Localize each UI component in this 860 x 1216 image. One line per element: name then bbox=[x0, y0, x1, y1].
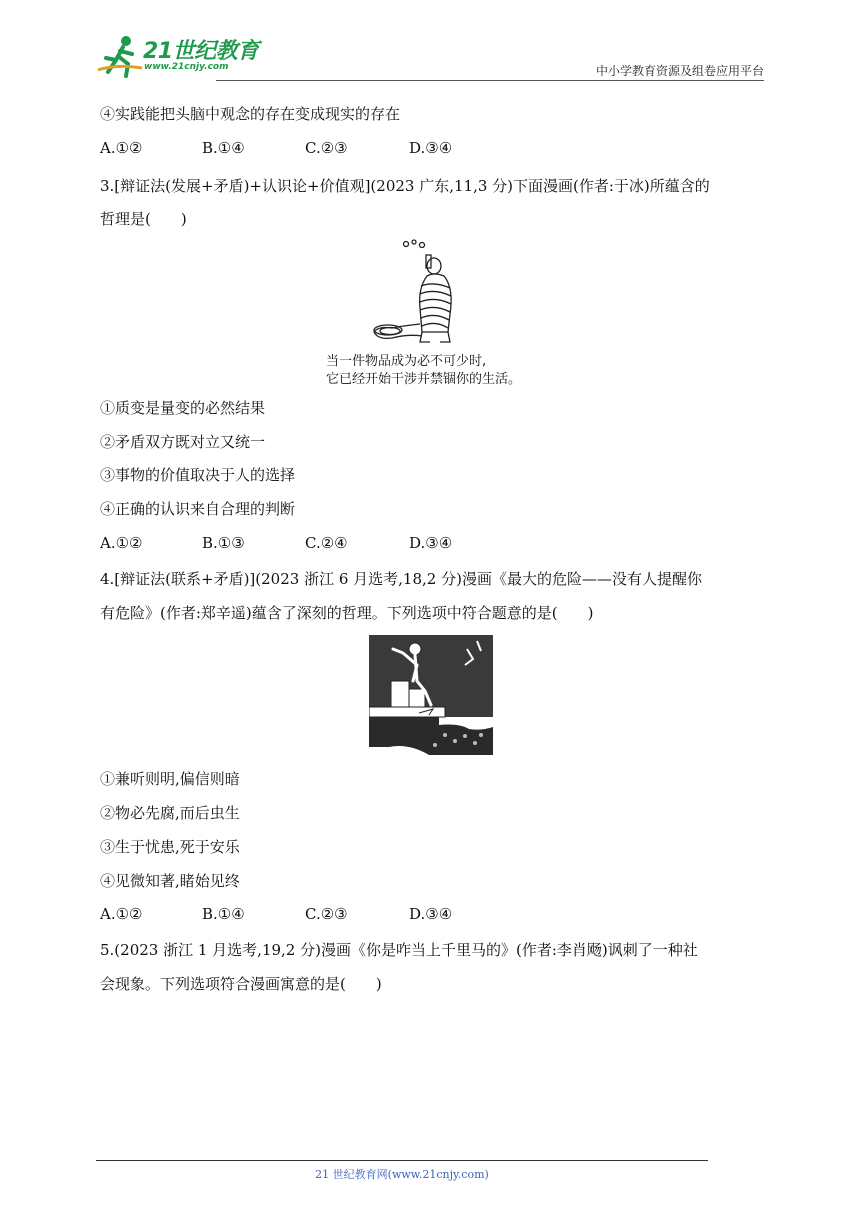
logo-text: 21世纪教育 bbox=[143, 39, 259, 64]
page-header bbox=[96, 34, 764, 84]
q2-option-a: A.①② bbox=[100, 139, 143, 157]
q2-item-4: ④实践能把头脑中观念的存在变成现实的存在 bbox=[100, 105, 401, 123]
q3-stem-line-1: 3.[辩证法(发展+矛盾)+认识论+价值观](2023 广东,11,3 分)下面漫画(作者:于冰)所蕴含的 bbox=[100, 177, 710, 195]
q3-option-d: D.③④ bbox=[409, 534, 453, 552]
q3-option-c: C.②④ bbox=[305, 534, 348, 552]
cartoon-man-on-cliff-image bbox=[369, 635, 493, 755]
q4-stem-line-1: 4.[辩证法(联系+矛盾)](2023 浙江 6 月选考,18,2 分)漫画《最大的危险——没有人提醒你 bbox=[100, 570, 702, 588]
q4-item-4: ④见微知著,睹始见终 bbox=[100, 872, 240, 890]
q4-option-c: C.②③ bbox=[305, 905, 348, 923]
q4-item-2: ②物必先腐,而后虫生 bbox=[100, 804, 240, 822]
q2-option-d: D.③④ bbox=[409, 139, 453, 157]
q3-item-4: ④正确的认识来自合理的判断 bbox=[100, 500, 296, 518]
footer-link[interactable]: 21 世纪教育网(www.21cnjy.com) bbox=[315, 1168, 489, 1181]
q3-option-b: B.①③ bbox=[202, 534, 245, 552]
q4-item-3: ③生于忧患,死于安乐 bbox=[100, 838, 240, 856]
logo-url: www.21cnjy.com bbox=[144, 62, 229, 72]
q3-stem-line-2: 哲理是( ) bbox=[100, 210, 187, 228]
q3-option-a: A.①② bbox=[100, 534, 143, 552]
q3-cartoon-caption-line-1: 当一件物品成为必不可少时, bbox=[326, 354, 487, 369]
q5-stem-line-2: 会现象。下列选项符合漫画寓意的是( ) bbox=[100, 975, 382, 993]
q3-cartoon bbox=[322, 236, 542, 386]
header-platform-name: 中小学教育资源及组卷应用平台 bbox=[595, 64, 764, 78]
q4-cartoon bbox=[369, 635, 493, 755]
header-divider bbox=[216, 80, 764, 81]
q4-option-d: D.③④ bbox=[409, 905, 453, 923]
q4-option-b: B.①④ bbox=[202, 905, 245, 923]
footer-divider bbox=[96, 1160, 708, 1161]
q2-options bbox=[100, 139, 600, 159]
site-logo bbox=[96, 34, 266, 80]
running-man-icon bbox=[96, 34, 144, 78]
q3-item-1: ①质变是量变的必然结果 bbox=[100, 399, 266, 417]
cartoon-man-bound-by-cord-image bbox=[322, 236, 542, 348]
q3-item-3: ③事物的价值取决于人的选择 bbox=[100, 466, 296, 484]
q4-options bbox=[100, 905, 600, 925]
q4-stem-line-2: 有危险》(作者:郑辛遥)蕴含了深刻的哲理。下列选项中符合题意的是( ) bbox=[100, 604, 594, 622]
q3-item-2: ②矛盾双方既对立又统一 bbox=[100, 433, 266, 451]
q2-option-b: B.①④ bbox=[202, 139, 245, 157]
q3-cartoon-caption-line-2: 它已经开始干涉并禁锢你的生活。 bbox=[326, 372, 522, 387]
q2-option-c: C.②③ bbox=[305, 139, 348, 157]
q3-options bbox=[100, 534, 600, 554]
q4-option-a: A.①② bbox=[100, 905, 143, 923]
q5-stem-line-1: 5.(2023 浙江 1 月选考,19,2 分)漫画《你是咋当上千里马的》(作者:李肖飏)讽刺了一种社 bbox=[100, 941, 698, 959]
q4-item-1: ①兼听则明,偏信则暗 bbox=[100, 770, 240, 788]
